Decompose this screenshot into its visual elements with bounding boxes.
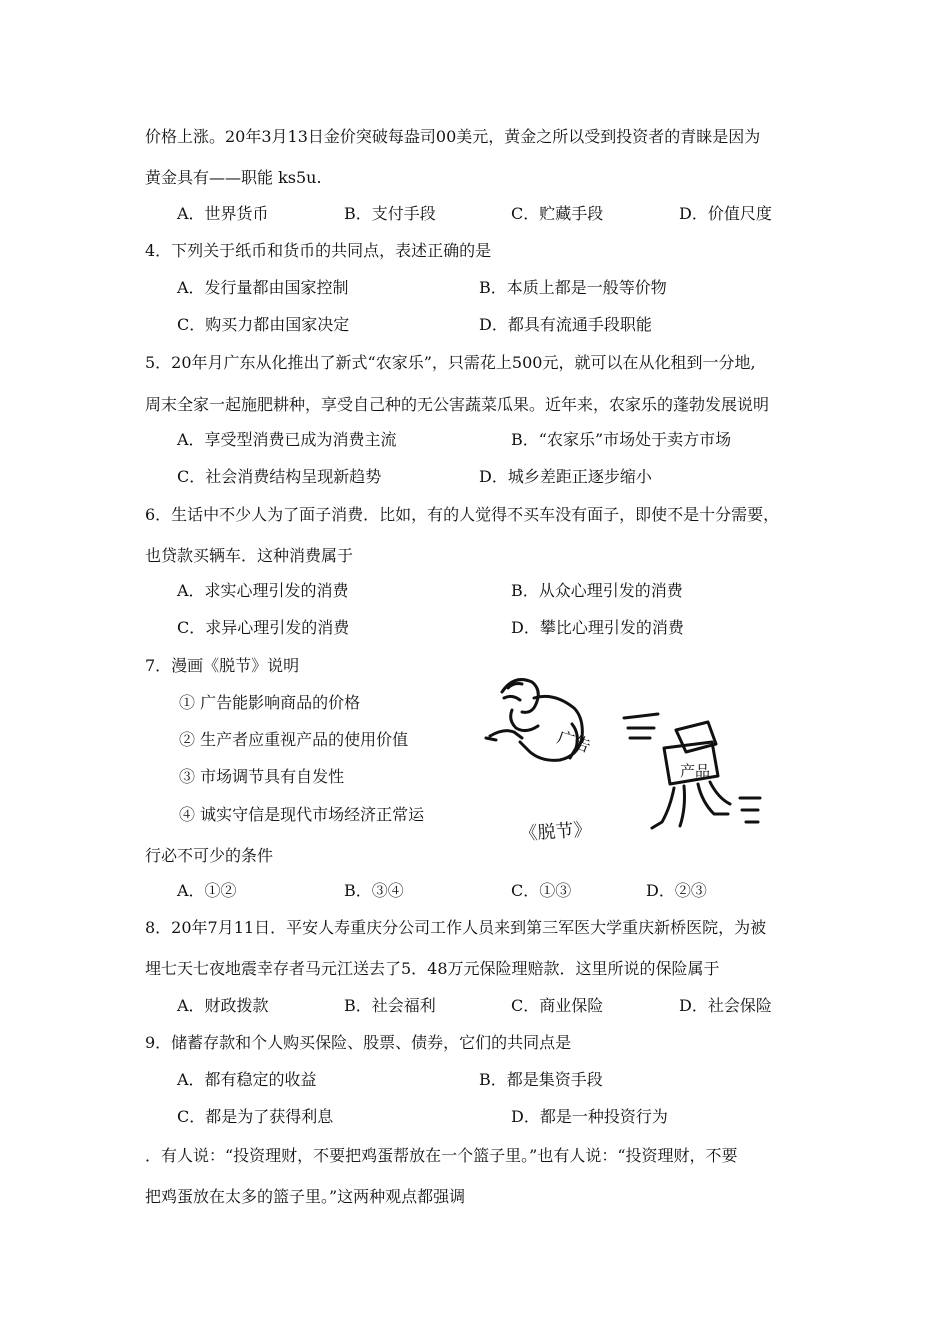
q7-option-a: A．①② [177,881,237,900]
q4-stem: 4．下列关于纸币和货币的共同点，表述正确的是 [145,241,492,260]
q6-option-d: D．攀比心理引发的消费 [511,618,684,637]
q9-stem: 9．储蓄存款和个人购买保险、股票、债券，它们的共同点是 [145,1033,572,1052]
q5-option-b: B．“农家乐”市场处于卖方市场 [511,430,732,449]
q6-line2: 也贷款买辆车．这种消费属于 [145,546,354,565]
q10-line2: 把鸡蛋放在太多的篮子里。”这两种观点都强调 [145,1187,466,1206]
q8-option-a: A．财政拨款 [177,996,269,1015]
q5-option-a: A．享受型消费已成为消费主流 [177,430,397,449]
q7-item-3: ③ 市场调节具有自发性 [179,767,345,786]
q8-option-d: D．社会保险 [679,996,772,1015]
q7-option-b: B．③④ [344,881,404,900]
q5-line1: 5．20年月广东从化推出了新式“农家乐”，只需花上500元，就可以在从化租到一分地, [145,353,756,372]
q8-option-b: B．社会福利 [344,996,436,1015]
q7-stem: 7．漫画《脱节》说明 [145,656,300,675]
q5-line2: 周末全家一起施肥耕种，享受自己种的无公害蔬菜瓜果。近年来，农家乐的蓬勃发展说明 [145,395,770,414]
q9-option-a: A．都有稳定的收益 [177,1070,317,1089]
q7-option-d: D．②③ [646,881,707,900]
q8-line1: 8．20年7月11日．平安人寿重庆分公司工作人员来到第三军医大学重庆新桥医院，为被 [145,918,767,937]
q7-item-4-continued: 行必不可少的条件 [145,846,274,865]
q9-option-d: D．都是一种投资行为 [511,1107,668,1126]
q4-option-b: B．本质上都是一般等价物 [479,278,667,297]
q7-option-c: C．①③ [511,881,572,900]
q6-option-c: C．求异心理引发的消费 [177,618,350,637]
q6-line1: 6．生话中不少人为了面子消费．比如，有的人觉得不买车没有面子，即使不是十分需要， [145,505,780,524]
q3-option-d: D．价值尺度 [679,204,772,223]
q3-option-b: B．支付手段 [344,204,436,223]
q3-line1: 价格上涨。20年3月13日金价突破每盎司00美元，黄金之所以受到投资者的青睐是因为 [145,127,761,146]
cartoon-tuojie [484,664,780,864]
cartoon-product-label: 产品 [680,762,711,780]
q4-option-c: C．购买力都由国家决定 [177,315,350,334]
q7-item-1: ① 广告能影响商品的价格 [179,693,361,712]
q10-line1: ．有人说：“投资理财，不要把鸡蛋帮放在一个篮子里。”也有人说：“投资理财，不要 [145,1146,738,1165]
q3-option-a: A．世界货币 [177,204,269,223]
q7-item-2: ② 生产者应重视产品的使用价值 [179,730,409,749]
q6-option-a: A．求实心理引发的消费 [177,581,349,600]
q6-option-b: B．从众心理引发的消费 [511,581,683,600]
q8-line2: 埋七天七夜地震幸存者马元江送去了5．48万元保险理赔款．这里所说的保险属于 [145,959,720,978]
cartoon-title: 《脱节》 [518,819,593,845]
q5-option-d: D．城乡差距正逐步缩小 [479,467,652,486]
q4-option-d: D．都具有流通手段职能 [479,315,652,334]
q3-option-c: C．贮藏手段 [511,204,604,223]
q3-line2: 黄金具有——职能 ks5u. [145,168,322,187]
q5-option-c: C．社会消费结构呈现新趋势 [177,467,382,486]
q9-option-c: C．都是为了获得利息 [177,1107,334,1126]
q8-option-c: C．商业保险 [511,996,604,1015]
cartoon-ad-label: 广告 [554,727,593,758]
q7-item-4: ④ 诚实守信是现代市场经济正常运 [179,805,425,824]
q9-option-b: B．都是集资手段 [479,1070,603,1089]
q4-option-a: A．发行量都由国家控制 [177,278,349,297]
